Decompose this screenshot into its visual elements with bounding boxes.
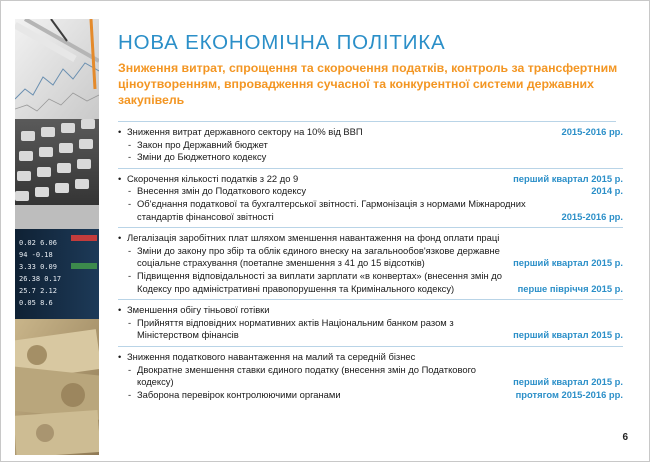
- item-text: - Зміни до Бюджетного кодексу: [118, 151, 617, 164]
- decorative-photo-collage: [15, 19, 99, 455]
- item-text: • Легалізація заробітних плат шляхом зменшення навантаження на фонд оплати праці: [118, 232, 617, 245]
- svg-text:94 -0.18: 94 -0.18: [19, 251, 53, 259]
- policy-item: [118, 351, 623, 364]
- svg-text:0.05 8.6: 0.05 8.6: [19, 299, 53, 307]
- policy-subitem: [118, 389, 623, 402]
- item-deadline: перше півріччя 2015 р.: [517, 282, 623, 294]
- item-deadline: перший квартал 2015 р.: [513, 257, 623, 269]
- item-deadline: 2015-2016 рр.: [561, 210, 623, 222]
- item-deadline: перший квартал 2015 р.: [513, 376, 623, 388]
- policy-subitem: [118, 270, 623, 295]
- policy-subitem: [118, 185, 623, 198]
- policy-item: [118, 126, 623, 139]
- policy-item: [118, 232, 623, 245]
- item-text: • Зниження податкового навантаження на малий та середній бізнес: [118, 351, 617, 364]
- policy-subitem: [118, 198, 623, 223]
- item-text: • Зниження витрат державного сектору на 10% від ВВП: [118, 126, 556, 139]
- item-text: • Зменшення обігу тіньової готівки: [118, 304, 617, 317]
- policy-subitem: [118, 245, 623, 270]
- policy-subitem: [118, 139, 623, 152]
- policy-section: [118, 347, 623, 405]
- item-deadline: протягом 2015-2016 рр.: [515, 388, 623, 400]
- page-title: НОВА ЕКОНОМІЧНА ПОЛІТИКА: [118, 31, 446, 54]
- policy-subitem: [118, 151, 623, 164]
- item-deadline: 2014 р.: [591, 185, 623, 197]
- item-text: - Прийняття відповідних нормативних актів Національним банком разом з Міністерством фінансів: [118, 317, 507, 342]
- policy-subitem: [118, 364, 623, 389]
- policy-section: [118, 169, 623, 228]
- item-deadline: перший квартал 2015 р.: [513, 172, 623, 184]
- item-text: - Закон про Державний бюджет: [118, 139, 617, 152]
- svg-text:0.02 6.06: 0.02 6.06: [19, 239, 57, 247]
- policy-item: [118, 304, 623, 317]
- main-content: [118, 31, 623, 405]
- item-text: - Підвищення відповідальності за виплати зарплати «в конвертах» (внесення змін до Кодексу про адміністративні правопорушення та Кримінального кодексу): [118, 270, 512, 295]
- item-text: - Об'єднання податкової та бухгалтерської звітності. Гармонізація з нормами Міжнародних стандартів фінансової звітності: [118, 198, 556, 223]
- svg-text:3.33 0.09: 3.33 0.09: [19, 263, 57, 271]
- policy-section: [118, 300, 623, 347]
- policy-section: [118, 228, 623, 300]
- item-text: - Заборона перевірок контролюючими органами: [118, 389, 510, 402]
- policy-item: [118, 173, 623, 186]
- item-deadline: перший квартал 2015 р.: [513, 329, 623, 341]
- policy-sections-list: [118, 122, 623, 405]
- svg-text:26.38 0.17: 26.38 0.17: [19, 275, 62, 283]
- item-deadline: 2015-2016 рр.: [561, 126, 623, 137]
- item-text: • Скорочення кількості податків з 22 до 9: [118, 173, 507, 186]
- policy-subitem: [118, 317, 623, 342]
- page-subtitle: Зниження витрат, спрощення та скорочення податків, контроль за трансфертним ціноутворенням, впровадження сучасної та конкурентної системи державних закупівель: [118, 61, 618, 107]
- item-text: - Внесення змін до Податкового кодексу: [118, 185, 585, 198]
- policy-section: [118, 122, 623, 169]
- item-text: - Зміни до закону про збір та облік єдиного внеску на загальнообов'язкове державне соціальне страхування (поетапне зменшення з 41 до 15 відсотків): [118, 245, 507, 270]
- page-number: 6: [622, 432, 628, 443]
- svg-text:25.7 2.12: 25.7 2.12: [19, 287, 57, 295]
- item-text: - Двократне зменшення ставки єдиного податку (внесення змін до Податкового кодексу): [118, 364, 507, 389]
